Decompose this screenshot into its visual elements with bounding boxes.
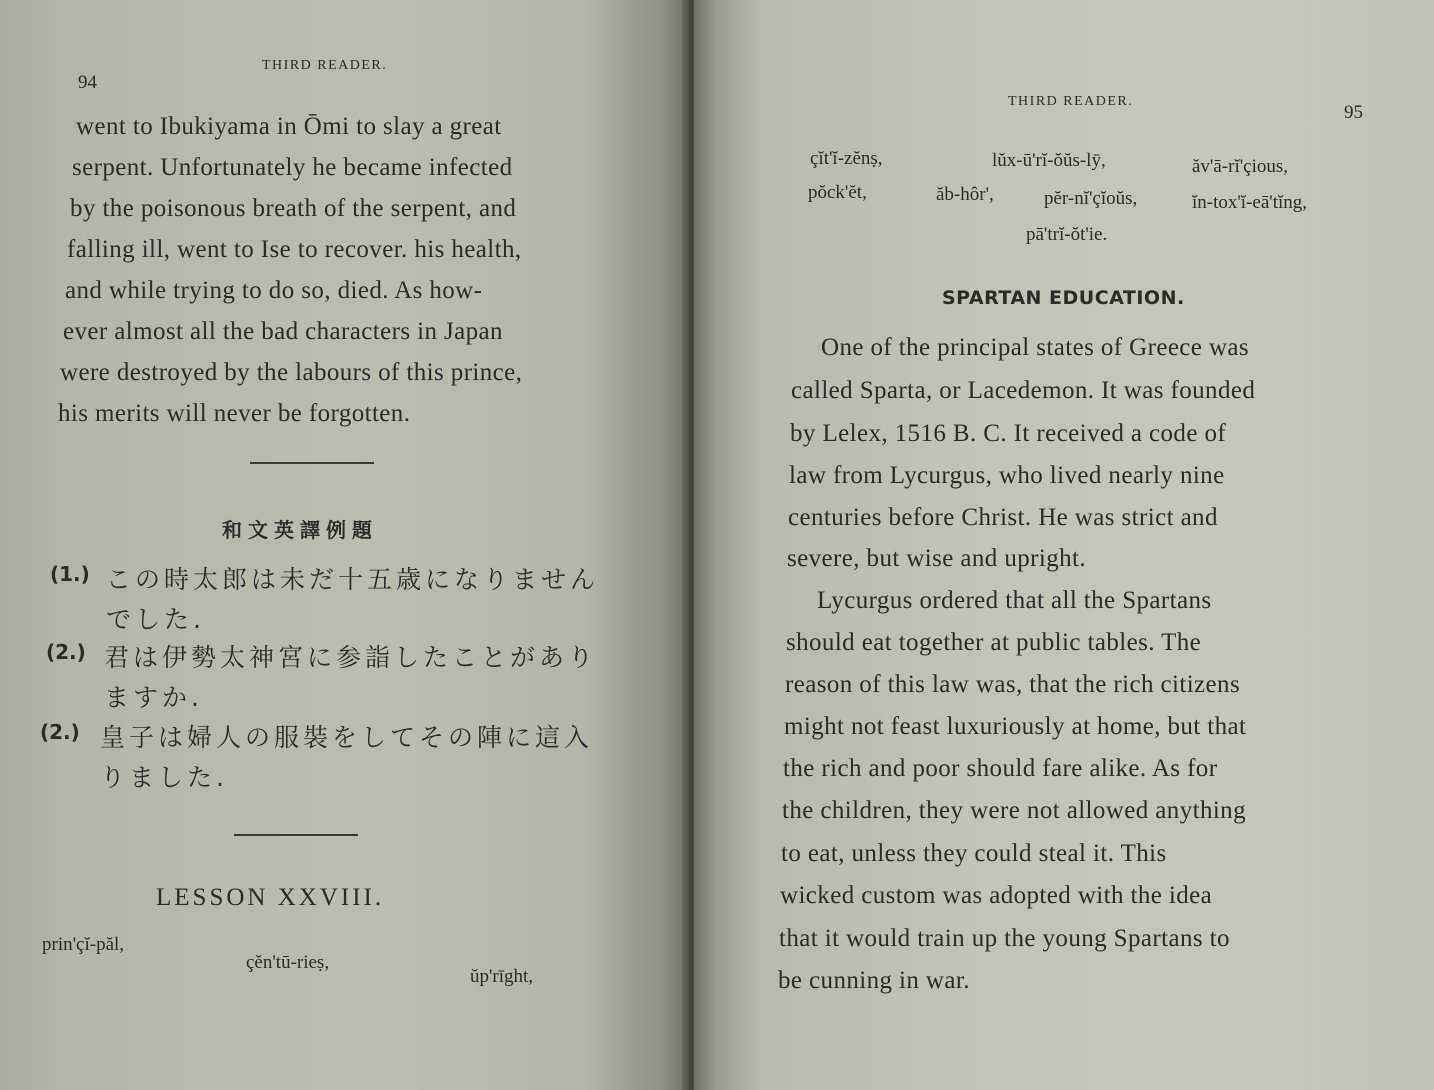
exercise-title: 和文英譯例題 (222, 518, 378, 542)
exercise-line: りました. (100, 763, 228, 792)
body-line: were destroyed by the labours of this prince, (60, 359, 523, 386)
body-line: be cunning in war. (778, 967, 970, 994)
vocab-word: çĭt'ĭ-zĕnṣ, (810, 148, 883, 169)
running-head-right: THIRD READER. (1008, 94, 1134, 109)
vocab-word: lŭx-ū'rĭ-ŏŭs-lȳ, (992, 150, 1106, 171)
vocab-word: ŭp'rīght, (470, 966, 534, 987)
exercise-number: (2.) (46, 640, 86, 664)
lesson-title: LESSON XXVIII. (156, 884, 385, 911)
body-line: went to Ibukiyama in Ōmi to slay a great (76, 113, 502, 140)
body-line: and while trying to do so, died. As how- (65, 277, 483, 304)
body-line: his merits will never be forgotten. (58, 400, 411, 427)
exercise-line: 皇子は婦人の服裝をしてその陣に這入 (100, 723, 594, 752)
vocab-word: prin'çĭ-păl, (42, 934, 125, 955)
body-line: reason of this law was, that the rich citizens (785, 671, 1241, 698)
exercise-line: ますか. (104, 683, 203, 712)
body-line: wicked custom was adopted with the idea (780, 882, 1213, 909)
exercise-line: 君は伊勢太神宮に参詣したことがあり (104, 643, 598, 672)
page-number-left: 94 (78, 72, 97, 93)
body-line: might not feast luxuriously at home, but that (784, 713, 1247, 740)
vocab-word: pā'trĭ-ŏt'ie. (1026, 224, 1108, 245)
left-page (0, 0, 690, 1090)
body-line: serpent. Unfortunately he became infected (72, 154, 513, 181)
body-line: to eat, unless they could steal it. This (781, 840, 1167, 867)
section-divider (234, 834, 358, 836)
section-divider (250, 462, 374, 464)
vocab-word: pĕr-nĭ'çĭoŭs, (1044, 188, 1138, 209)
exercise-number: (2.) (40, 720, 80, 744)
body-line: the rich and poor should fare alike. As for (783, 755, 1218, 782)
vocab-word: çĕn'tū-rieṣ, (246, 952, 330, 973)
body-line: law from Lycurgus, who lived nearly nine (789, 462, 1225, 489)
body-line: One of the principal states of Greece was (821, 334, 1250, 361)
running-head-left: THIRD READER. (262, 58, 388, 73)
body-line: the children, they were not allowed anything (782, 797, 1246, 824)
exercise-number: (1.) (50, 562, 90, 586)
body-line: Lycurgus ordered that all the Spartans (817, 587, 1212, 614)
section-heading: SPARTAN EDUCATION. (942, 287, 1185, 309)
vocab-word: ăv'ā-rĭ'çious, (1192, 156, 1289, 177)
body-line: by Lelex, 1516 B. C. It received a code of (790, 420, 1227, 447)
vocab-word: pŏck'ĕt, (808, 182, 867, 203)
exercise-line: この時太郎は未だ十五歳になりません (106, 565, 600, 594)
body-line: falling ill, went to Ise to recover. his health, (67, 236, 522, 263)
body-line: severe, but wise and upright. (787, 545, 1087, 572)
body-line: by the poisonous breath of the serpent, and (70, 195, 517, 222)
vocab-word: ĭn-tox'ĭ-eā'tĭng, (1192, 192, 1308, 213)
exercise-line: でした. (106, 605, 205, 634)
right-page (694, 0, 1434, 1090)
vocab-word: ăb-hôr', (936, 184, 994, 205)
body-line: called Sparta, or Lacedemon. It was founded (791, 377, 1256, 404)
body-line: that it would train up the young Spartans to (779, 925, 1230, 952)
page-number-right: 95 (1344, 102, 1363, 123)
body-line: ever almost all the bad characters in Japan (63, 318, 503, 345)
body-line: centuries before Christ. He was strict and (788, 504, 1218, 531)
body-line: should eat together at public tables. The (786, 629, 1202, 656)
